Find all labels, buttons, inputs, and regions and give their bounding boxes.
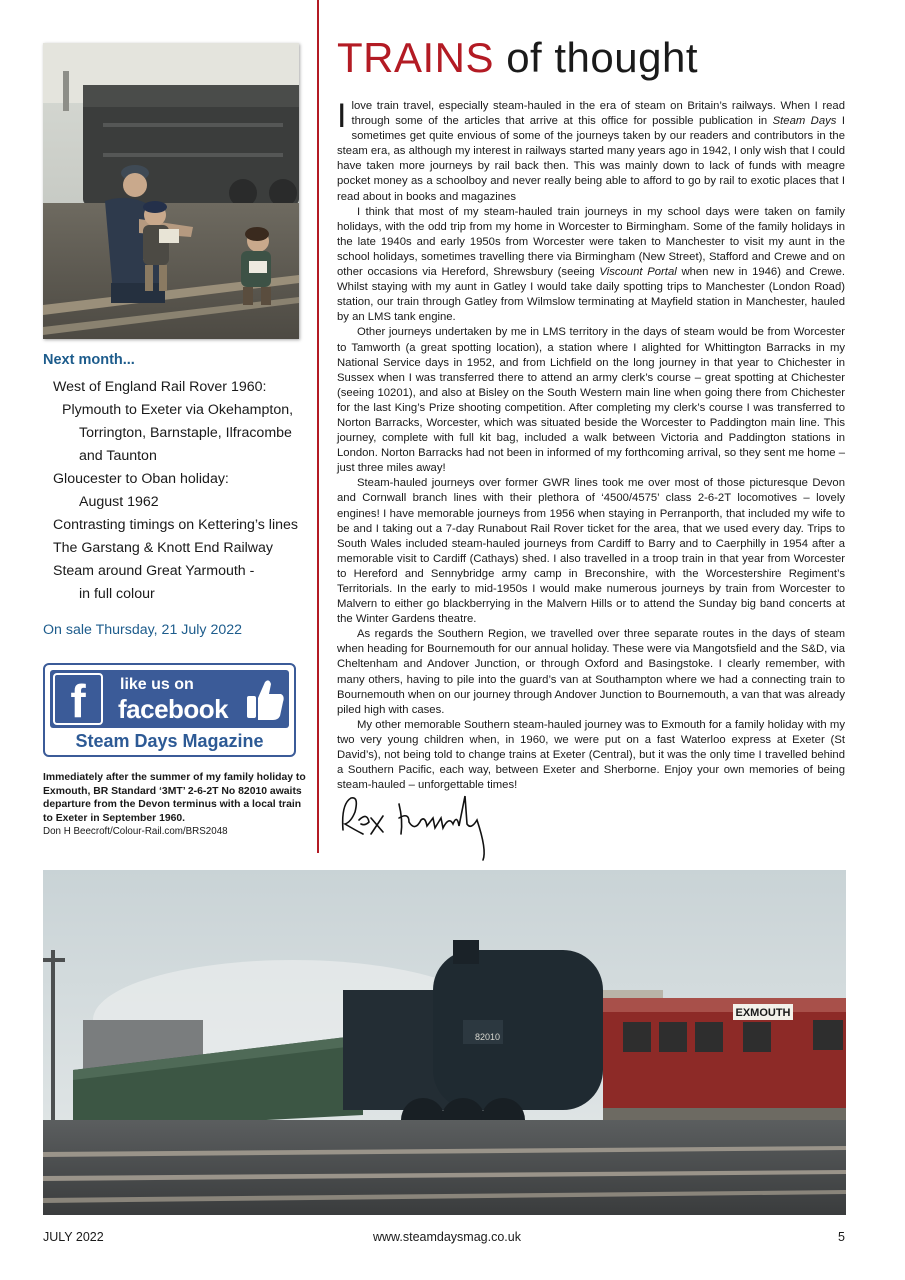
article-text: when new in 1946) and Crewe. Whilst staying with my aunt in Gatley I would take daily spotting trips to Manchester (London Road) station, our train through Gatley from Wilmslow terminating at Mayfield station in Manchester, hauled by an LMS tank engine. bbox=[337, 266, 845, 324]
next-month-panel bbox=[43, 352, 305, 606]
next-month-item: Steam around Great Yarmouth - bbox=[53, 563, 255, 579]
photo-exmouth-train bbox=[43, 870, 846, 1215]
on-sale-date: On sale Thursday, 21 July 2022 bbox=[43, 622, 243, 638]
next-month-heading: Next month... bbox=[43, 352, 135, 368]
page-number: 5 bbox=[838, 1230, 845, 1244]
footer-url[interactable]: www.steamdaysmag.co.uk bbox=[373, 1230, 521, 1244]
title-rest: of thought bbox=[506, 34, 699, 81]
article-paragraph bbox=[337, 99, 845, 205]
photo-trainspotters bbox=[43, 43, 299, 339]
next-month-item: Torrington, Barnstaple, Ilfracombe bbox=[79, 425, 292, 441]
next-month-item: Contrasting timings on Kettering’s lines bbox=[53, 517, 298, 533]
facebook-wordmark: facebook bbox=[118, 694, 229, 724]
facebook-f-icon: f bbox=[53, 673, 103, 725]
title-highlight: TRAINS bbox=[337, 34, 495, 81]
article-paragraph bbox=[337, 205, 845, 326]
loco-number-text: 82010 bbox=[475, 1032, 501, 1042]
article-body bbox=[337, 99, 845, 793]
next-month-item: The Garstang & Knott End Railway bbox=[53, 540, 274, 556]
column-divider bbox=[317, 0, 319, 853]
next-month-item: Gloucester to Oban holiday: bbox=[53, 471, 229, 487]
facebook-page-name: Steam Days Magazine bbox=[75, 731, 264, 751]
next-month-item: August 1962 bbox=[79, 494, 159, 510]
next-month-list bbox=[43, 376, 305, 606]
facebook-like-text: like us on bbox=[120, 676, 194, 693]
next-month-item: Plymouth to Exeter via Okehampton, bbox=[62, 402, 294, 418]
next-month-item: in full colour bbox=[79, 586, 155, 602]
next-month-item: and Taunton bbox=[79, 448, 157, 464]
exmouth-sign-text: EXMOUTH bbox=[735, 1007, 791, 1019]
article-text: I sometimes get quite envious of some of the journeys taken by our readers and contributors in the steam era, as although my interest in railways started many years ago in 1942, I only wish that I could have taken more journeys by rail back then. This was mainly down to lack of funds with meagre pocket money as a schoolboy and never really being able to afford to go by rail to exotic places that I read about in books and magazines bbox=[337, 115, 846, 203]
article-paragraph: Other journeys undertaken by me in LMS territory in the days of steam would be from Worcester to Tamworth (a great spotting location), a station where I alighted for Whittington Barracks in my National Service days in 1952, and from Lichfield on the long journey in that year to Chichester in Sussex when I was transferred there to attend an army clerk’s course – great spotting at Chichester (seeing 10201), and also at Bisley on the South Western main line when going there from Chichester for the last King’s Prize shooting competition. After completing my clerk’s course I was transferred to Norton Barracks, Worcester, which was situated beside the Worcester to Paddington main line. This journey, complete with full kit bag, included a walk between Victoria and Paddington stations in London. Norton Barracks had not been in informed of my forthcoming arrival, so they sent me home – just three miles away! bbox=[337, 326, 845, 475]
next-month-item: West of England Rail Rover 1960: bbox=[53, 379, 267, 395]
article-text: love train travel, especially steam-hauled in the era of steam on Britain’s railways. When I read through some of the articles that arrive at this office for possible publication in bbox=[351, 100, 845, 128]
caption-credit: Don H Beecroft/Colour-Rail.com/BRS2048 bbox=[43, 826, 228, 838]
facebook-banner bbox=[50, 670, 289, 728]
caption-text: Immediately after the summer of my family holiday to Exmouth, BR Standard ‘3MT’ 2-6-2T No 82010 awaits departure from the Devon terminus with a local train to Exeter in September 1960. bbox=[43, 772, 306, 824]
article-italic: Steam Days bbox=[772, 115, 837, 128]
drop-cap: I bbox=[337, 97, 347, 135]
photo-trainspotters-image bbox=[43, 43, 299, 339]
article-paragraph: Steam-hauled journeys over former GWR lines took me over most of those picturesque Devon and Cornwall branch lines with their plethora of ‘4500/4575’ class 2-6-2T locomotives – lovely engines! I have memorable journeys from 1956 when staying in Perranporth, that included my wife to be and I taking out a 7-day Runabout Rail Rover ticket for the area, that we used every day. Trips to South Wales included steam-hauled journeys from Cardiff to Barry and to Caerphilly in 1954 after a memorable visit to Cardiff (Cathays) shed. I also travelled in a troop train in that year from Worcester to Hereford and Sennybridge army camp in Breconshire, with the Worcestershire Regiment’s Territorials. In the early to mid-1950s I would make numerous journeys by train from Worcester to Malvern to either go blackberrying in the Malvern Hills or to attend the Sunday big band concerts at the Winter Gardens theatre. bbox=[337, 477, 845, 626]
photo-caption bbox=[43, 771, 308, 839]
footer-date: JULY 2022 bbox=[43, 1230, 104, 1244]
facebook-badge[interactable] bbox=[43, 663, 296, 757]
thumbs-up-icon bbox=[245, 676, 285, 722]
article-text: I think that most of my steam-hauled train journeys in my school days were taken on family holidays, with the odd trip from my home in Worcester to Birmingham. Some of the family holidays in the late 1940s and early 1950s from Worcester were taken to Manchester to visit my aunt in the school holidays, sometimes travelling there via Birmingham (New Street), Stafford and Crewe and on other occasions via Hereford, Shrewsbury (seeing bbox=[337, 205, 845, 279]
article-paragraph: As regards the Southern Region, we travelled over three separate routes in the days of steam when heading for Bournemouth for our annual holiday. These were via Mangotsfield and the S&D, via Cheltenham and Andover Junction, or through Oxford and Basingstoke. I clearly remember, with many others, having to pile into the guard’s van at Southampton where we had a connecting train to Bournemouth when on our journey through Andover Junction to Bournemouth, a van that was already piled high with cases. bbox=[337, 628, 845, 716]
article-paragraph: My other memorable Southern steam-hauled journey was to Exmouth for a family holiday with my two very young children when, in 1960, we were put on a fast Waterloo express at Exeter (St David’s), not being told to change trains at Exeter (Central), but it was the only time I travelled behind a Southern Pacific, each way, between Exeter and Sherborne. Enjoy your own memories of being steam-hauled – unforgettable times! bbox=[337, 718, 845, 792]
photo-exmouth-train-image bbox=[43, 870, 846, 1215]
editor-signature bbox=[337, 790, 497, 862]
page-title bbox=[337, 32, 698, 84]
article-italic: Viscount Portal bbox=[599, 266, 677, 279]
